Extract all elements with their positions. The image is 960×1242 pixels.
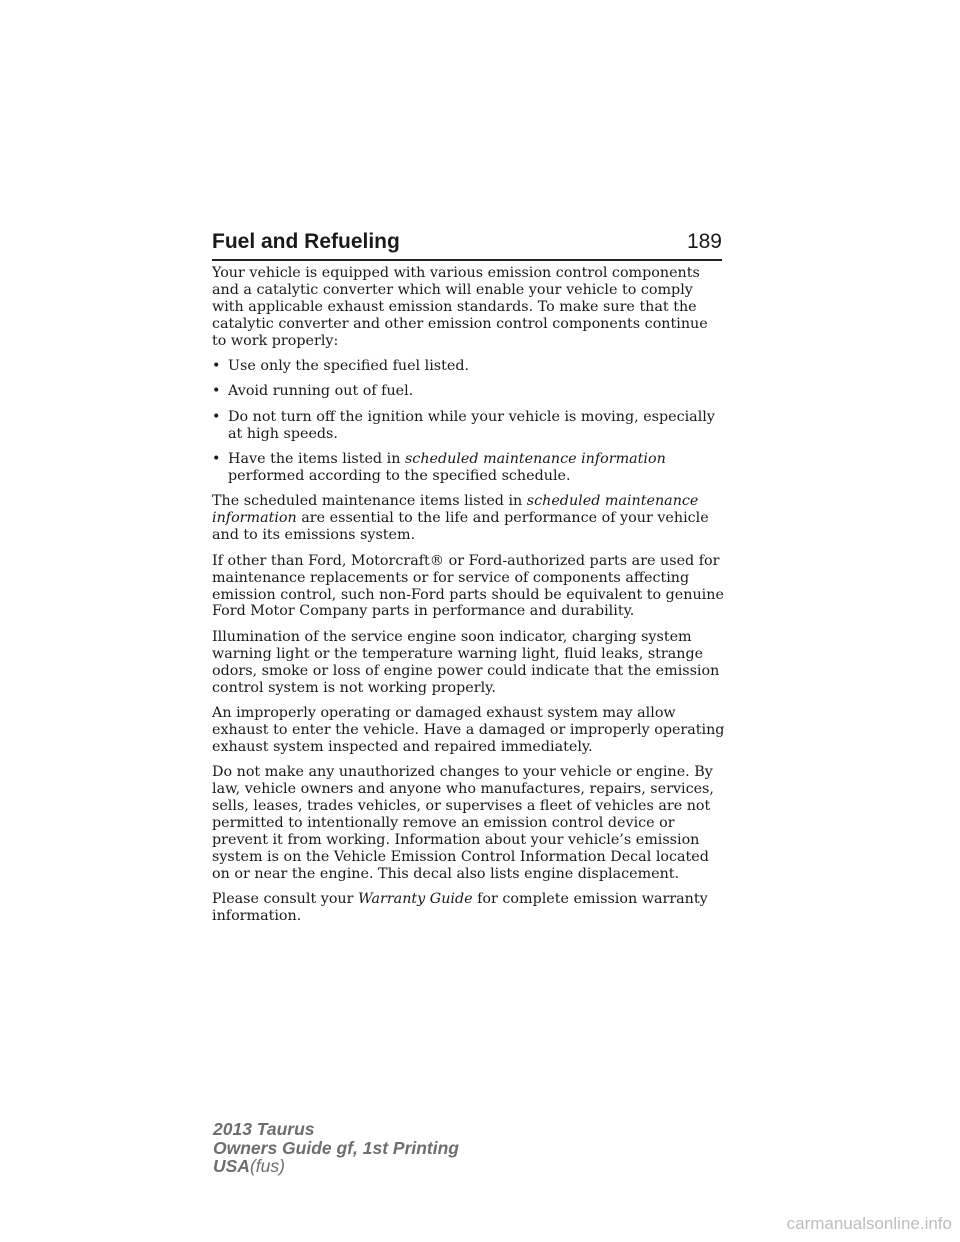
scheduled-maintenance-reference: scheduled maintenance information [212, 493, 699, 527]
bullet-text-post: performed according to the specified schedule. [228, 468, 571, 485]
bullet-text: Do not turn off the ignition while your vehicle is moving, especially at high speeds. [228, 408, 715, 442]
bullet-text-pre: Have the items listed in [228, 451, 405, 468]
warranty-guide-reference: Warranty Guide [358, 891, 473, 907]
bullet-text: Use only the specified fuel listed. [228, 358, 470, 375]
bullet-item [212, 383, 726, 400]
bullet-item [212, 358, 726, 375]
paragraph-text: The scheduled maintenance items listed in [212, 493, 527, 510]
bullet-icon: • [212, 358, 221, 375]
bullet-item [212, 451, 726, 485]
footer-edition: Owners Guide gf, 1st Printing [213, 1137, 459, 1158]
section-title: Fuel and Refueling [212, 230, 400, 253]
bullet-icon: • [212, 451, 221, 468]
scheduled-maintenance-reference: scheduled maintenance information [404, 451, 666, 468]
warranty-paragraph [212, 891, 726, 925]
page-number: 189 [686, 230, 722, 253]
body-content [212, 265, 726, 933]
bullet-icon: • [212, 383, 221, 400]
paragraph-text: for complete emission warranty information. [212, 891, 708, 924]
bullet-text: Avoid running out of fuel. [228, 383, 414, 400]
page-footer [213, 1120, 459, 1176]
header-divider [212, 259, 722, 261]
footer-model: 2013 Taurus [213, 1119, 315, 1139]
intro-paragraph: Your vehicle is equipped with various emission control components and a catalytic converter which will enable your vehicle to comply with applicable exhaust emission standards. To make sure that the catalytic converter and other emission control components continue to work properly: [212, 265, 708, 349]
paragraph-text: Please consult your [212, 891, 359, 907]
exhaust-paragraph: An improperly operating or damaged exhaust system may allow exhaust to enter the vehicle. Have a damaged or improperly operating exhaust system inspected and repaired immediately. [212, 704, 725, 755]
warning-paragraph: Illumination of the service engine soon indicator, charging system warning light or the temperature warning light, fluid leaks, strange odors, smoke or loss of engine power could indicate that the emission control system is not working properly. [212, 628, 720, 696]
bullet-icon: • [212, 408, 221, 425]
parts-paragraph: If other than Ford, Motorcraft® or Ford-authorized parts are used for maintenance replacements or for service of components affecting emission control, such non-Ford parts should be equivalent to genuine Ford Motor Company parts in performance and durability. [212, 552, 724, 620]
footer-region-code: (fus) [249, 1156, 285, 1176]
footer-region-name: USA [213, 1156, 250, 1176]
paragraph-text: are essential to the life and performance of your vehicle and to its emissions system. [212, 510, 709, 544]
page-header [212, 227, 722, 261]
bullet-item [212, 409, 726, 443]
maintenance-paragraph [212, 493, 726, 544]
footer-region [213, 1157, 459, 1176]
modification-paragraph: Do not make any unauthorized changes to your vehicle or engine. By law, vehicle owners and anyone who manufactures, repairs, services, sells, leases, trades vehicles, or supervises a fleet of vehicles are not permitted to intentionally remove an emission control device or prevent it from working. Information about your vehicle’s emission system is on the Vehicle Emission Control Information Decal located on or near the engine. This decal also lists engine displacement. [212, 764, 714, 882]
site-watermark: carmanualsonline.info [786, 1214, 952, 1233]
